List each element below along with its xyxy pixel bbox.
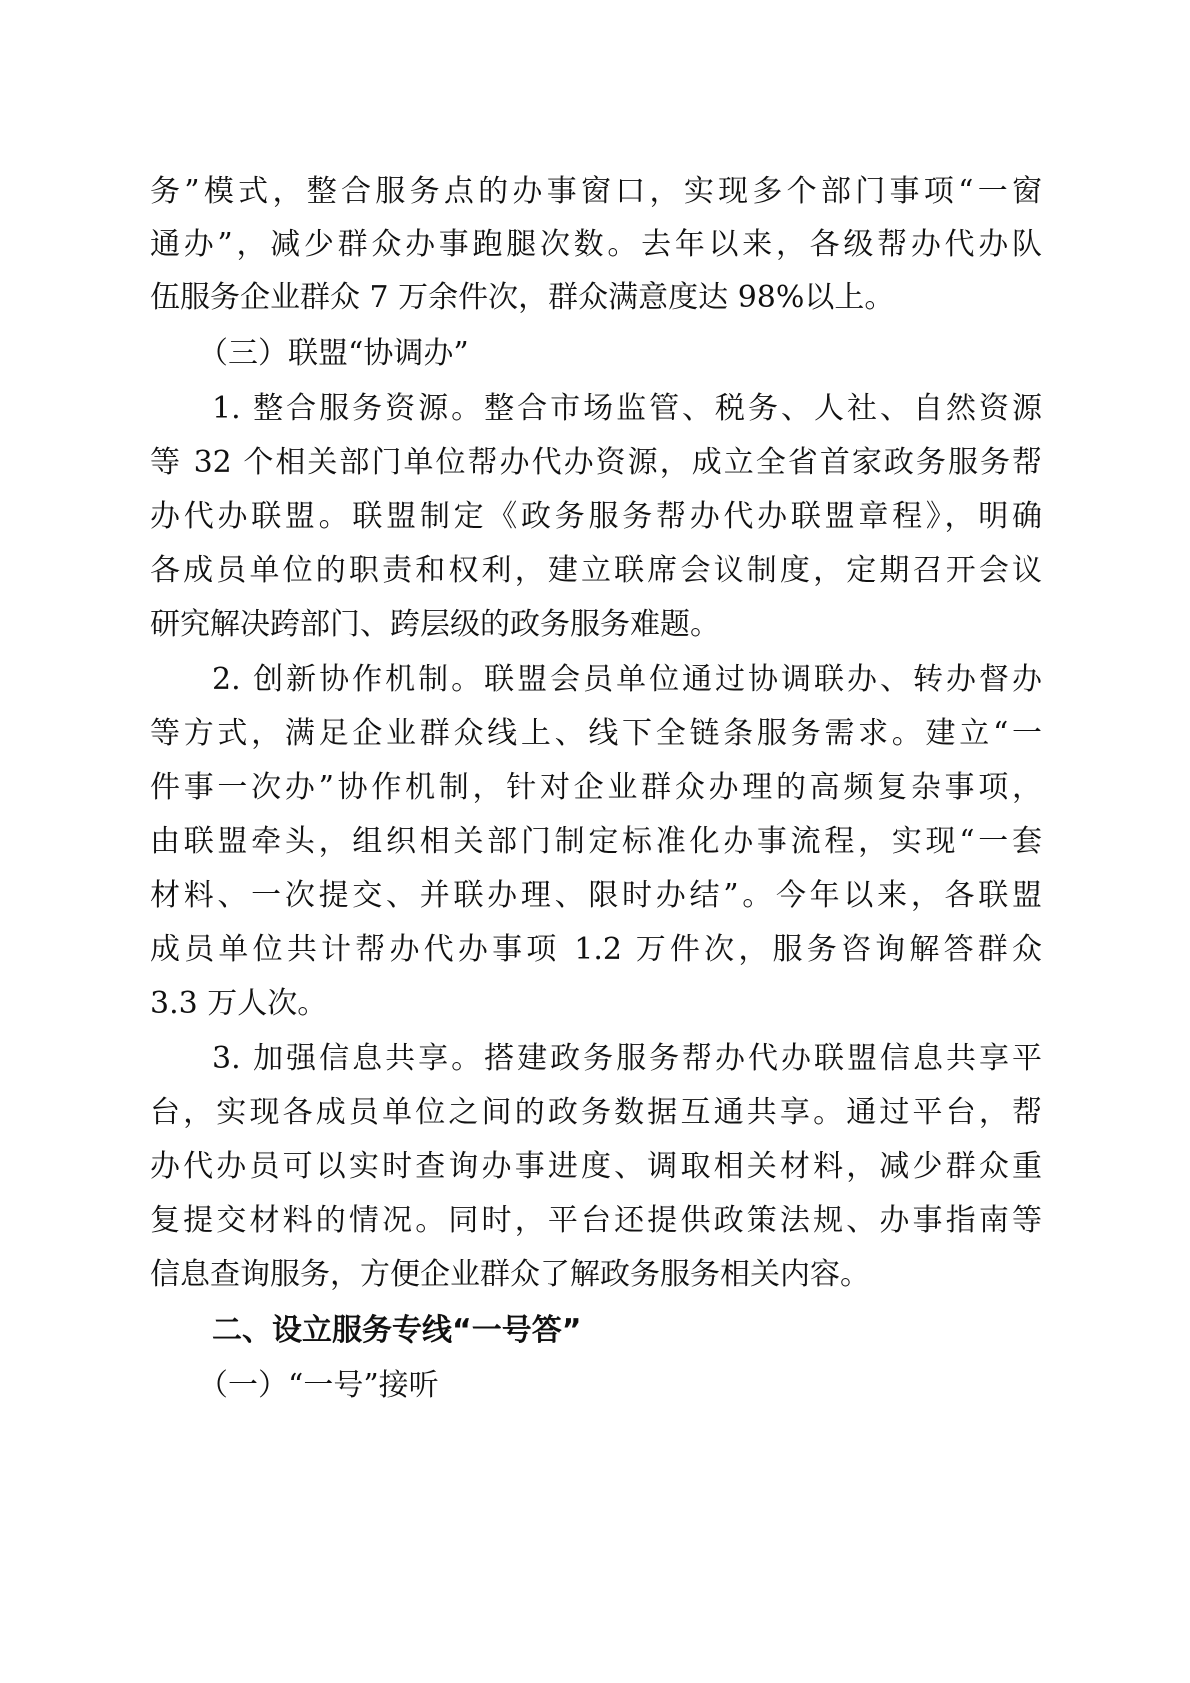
paragraph-line: 伍服务企业群众 7 万余件次，群众满意度达 98%以上。 — [150, 280, 895, 315]
paragraph-line: 材料、一次提交、并联办理、限时办结”。今年以来，各联盟 — [150, 878, 1042, 913]
paragraph-line: 办代办员可以实时查询办事进度、调取相关材料，减少群众重 — [150, 1149, 1042, 1184]
paragraph-line: 办代办联盟。联盟制定《政务服务帮办代办联盟章程》，明确 — [150, 499, 1042, 534]
paragraph-line: 务”模式，整合服务点的办事窗口，实现多个部门事项“一窗 — [150, 174, 1042, 209]
section-subheading: （三）联盟“协调办” — [198, 336, 469, 371]
paragraph-line: 由联盟牵头，组织相关部门制定标准化办事流程，实现“一套 — [150, 824, 1042, 859]
paragraph-line: 等 32 个相关部门单位帮办代办资源，成立全省首家政务服务帮 — [150, 445, 1042, 480]
paragraph-line: 1. 整合服务资源。整合市场监管、税务、人社、自然资源 — [212, 391, 1042, 426]
paragraph-line: 3.3 万人次。 — [150, 986, 328, 1021]
paragraph-line: 复提交材料的情况。同时，平台还提供政策法规、办事指南等 — [150, 1203, 1042, 1238]
paragraph-line: 3. 加强信息共享。搭建政务服务帮办代办联盟信息共享平 — [212, 1041, 1042, 1076]
paragraph-line: 通办”，减少群众办事跑腿次数。去年以来，各级帮办代办队 — [150, 227, 1042, 262]
section-subheading: （一）“一号”接听 — [198, 1368, 439, 1403]
paragraph-line: 各成员单位的职责和权利，建立联席会议制度，定期召开会议 — [150, 553, 1042, 588]
paragraph-line: 2. 创新协作机制。联盟会员单位通过协调联办、转办督办 — [212, 662, 1042, 697]
paragraph-line: 成员单位共计帮办代办事项 1.2 万件次，服务咨询解答群众 — [150, 932, 1042, 967]
section-heading: 二、设立服务专线“一号答” — [212, 1313, 582, 1348]
paragraph-line: 台，实现各成员单位之间的政务数据互通共享。通过平台，帮 — [150, 1095, 1042, 1130]
paragraph-line: 信息查询服务，方便企业群众了解政务服务相关内容。 — [150, 1257, 870, 1292]
paragraph-line: 研究解决跨部门、跨层级的政务服务难题。 — [150, 607, 720, 642]
paragraph-line: 件事一次办”协作机制，针对企业群众办理的高频复杂事项， — [150, 770, 1042, 805]
paragraph-line: 等方式，满足企业群众线上、线下全链条服务需求。建立“一 — [150, 716, 1042, 751]
